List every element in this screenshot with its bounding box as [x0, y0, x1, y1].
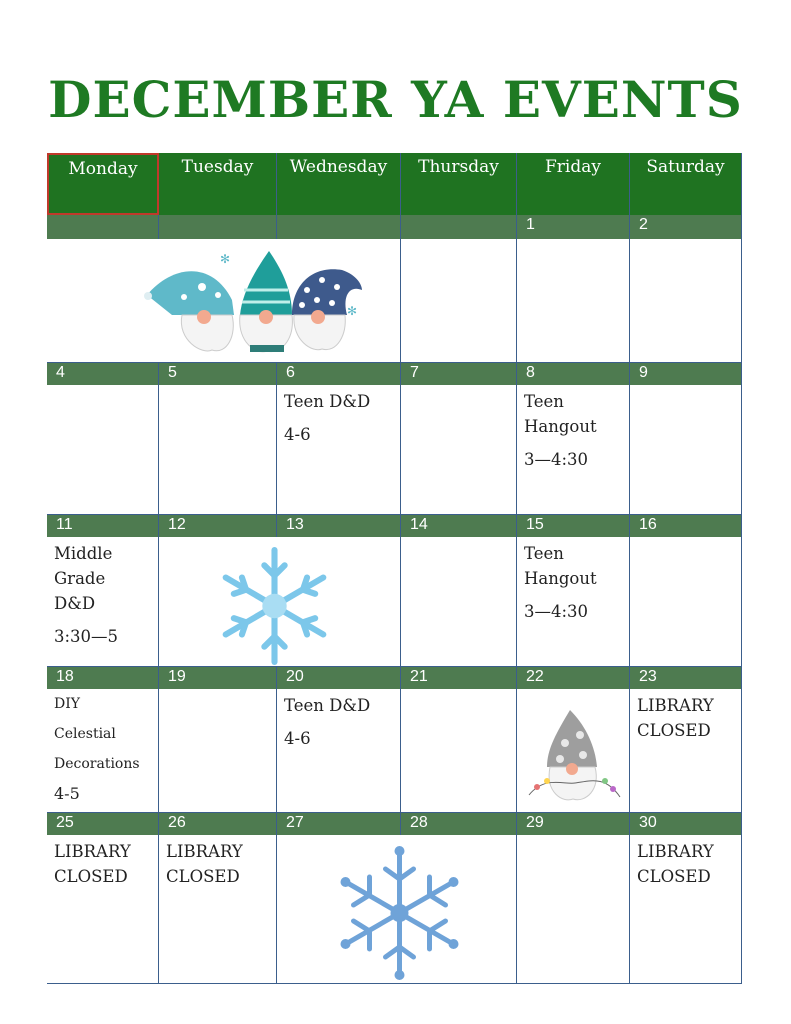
event-name: Teen D&D [284, 392, 371, 411]
closed-line: LIBRARY [637, 696, 714, 715]
event-time: 4-6 [284, 425, 311, 444]
header-wednesday: Wednesday [277, 153, 401, 215]
calendar-grid [47, 153, 742, 984]
closed-line: LIBRARY [166, 842, 243, 861]
day-number: 20 [277, 667, 401, 691]
page-title: DECEMBER YA EVENTS [48, 70, 743, 129]
day-cell [401, 239, 517, 363]
day-number [159, 215, 277, 239]
day-number: 21 [401, 667, 517, 691]
day-number: 1 [517, 215, 630, 239]
day-cell [401, 537, 517, 667]
day-number: 11 [47, 515, 159, 539]
header-thursday: Thursday [401, 153, 517, 215]
day-cell [630, 835, 742, 984]
day-number: 13 [277, 515, 401, 539]
closed-line: CLOSED [166, 867, 240, 886]
event-time: 4-5 [54, 784, 80, 803]
day-number [47, 215, 159, 239]
day-cell [47, 537, 159, 667]
day-cell [159, 689, 277, 813]
day-number: 4 [47, 363, 159, 387]
header-tuesday: Tuesday [159, 153, 277, 215]
event-time: 3—4:30 [524, 450, 589, 469]
day-cell [517, 835, 630, 984]
day-number: 7 [401, 363, 517, 387]
day-cell [517, 385, 630, 515]
day-cell [630, 537, 742, 667]
day-number [401, 215, 517, 239]
event-name-line: Middle [54, 544, 113, 563]
day-cell [159, 385, 277, 515]
svg-text:✻: ✻ [347, 304, 358, 318]
blue-snowflake-image [337, 845, 462, 981]
header-friday: Friday [517, 153, 630, 215]
day-number: 14 [401, 515, 517, 539]
day-number: 19 [159, 667, 277, 691]
day-cell [630, 385, 742, 515]
day-number: 28 [401, 813, 517, 837]
header-monday[interactable]: Monday [47, 153, 159, 215]
day-number: 9 [630, 363, 742, 387]
day-cell [401, 689, 517, 813]
closed-line: CLOSED [637, 867, 711, 886]
event-time: 4-6 [284, 729, 311, 748]
day-number: 15 [517, 515, 630, 539]
event-name: Teen D&D [284, 696, 371, 715]
day-number: 23 [630, 667, 742, 691]
closed-line: LIBRARY [54, 842, 131, 861]
day-number: 16 [630, 515, 742, 539]
day-cell [47, 689, 159, 813]
day-number: 8 [517, 363, 630, 387]
day-number: 27 [277, 813, 401, 837]
day-number: 30 [630, 813, 742, 837]
event-name-line: Teen [524, 392, 564, 411]
closed-line: LIBRARY [637, 842, 714, 861]
day-number [277, 215, 401, 239]
day-cell [517, 239, 630, 363]
day-number: 5 [159, 363, 277, 387]
closed-line: CLOSED [54, 867, 128, 886]
event-name-line: Decorations [54, 756, 140, 772]
day-cell [47, 835, 159, 984]
event-name-line: DIY [54, 696, 80, 712]
closed-line: CLOSED [637, 721, 711, 740]
day-number: 29 [517, 813, 630, 837]
header-saturday: Saturday [630, 153, 742, 215]
event-name-line: Celestial [54, 726, 116, 742]
gray-gnome-with-lights-image [525, 705, 625, 805]
event-name-line: Hangout [524, 569, 597, 588]
svg-text:✻: ✻ [220, 252, 231, 266]
day-cell [630, 239, 742, 363]
day-number: 22 [517, 667, 630, 691]
three-gnomes-image [142, 245, 367, 357]
day-cell [630, 689, 742, 813]
day-number: 6 [277, 363, 401, 387]
day-number: 26 [159, 813, 277, 837]
day-cell [277, 689, 401, 813]
event-name-line: D&D [54, 594, 96, 613]
day-number: 18 [47, 667, 159, 691]
day-cell [517, 537, 630, 667]
day-cell [401, 385, 517, 515]
event-time: 3:30—5 [54, 627, 119, 646]
day-cell [47, 385, 159, 515]
day-cell [277, 385, 401, 515]
day-number: 12 [159, 515, 277, 539]
event-name-line: Grade [54, 569, 106, 588]
event-time: 3—4:30 [524, 602, 589, 621]
light-blue-snowflake-image [207, 545, 342, 667]
day-number: 2 [630, 215, 742, 239]
event-name-line: Hangout [524, 417, 597, 436]
day-cell [159, 835, 277, 984]
event-name-line: Teen [524, 544, 564, 563]
day-number: 25 [47, 813, 159, 837]
